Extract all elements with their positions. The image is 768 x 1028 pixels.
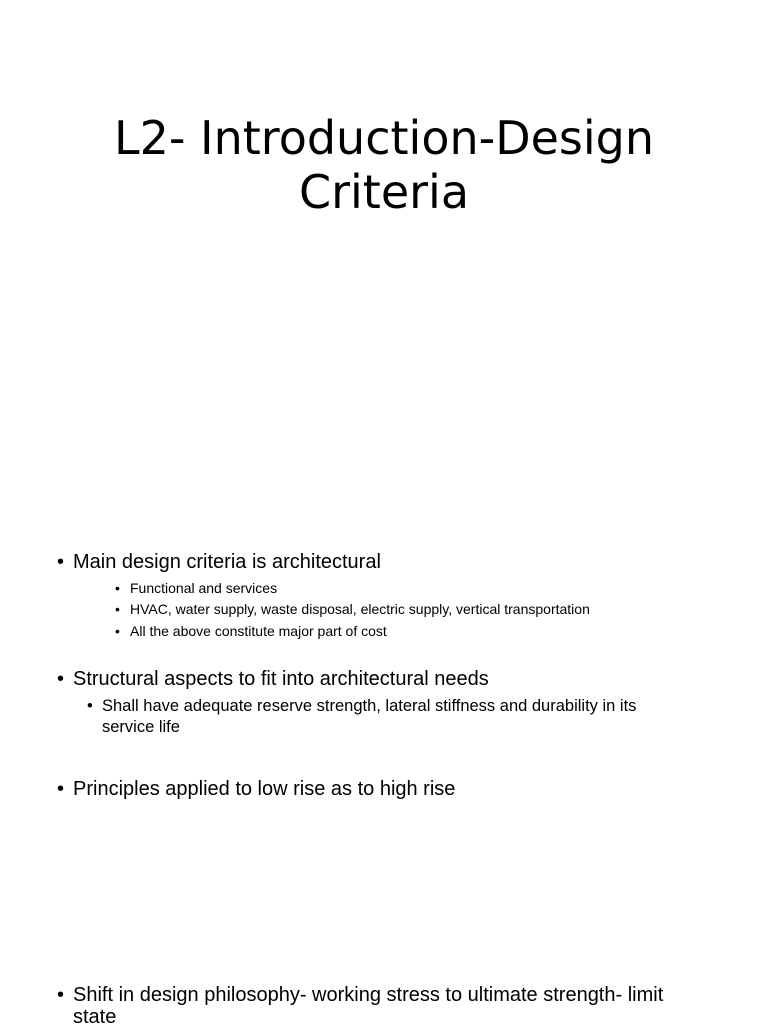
bullet-text: Structural aspects to fit into architectural needs [73, 668, 489, 690]
bullet-dot: • [115, 623, 120, 639]
sub-bullet-functional [115, 579, 675, 597]
bullet-shift-design-philosophy [57, 984, 707, 1028]
sub-bullet-text: Functional and services [130, 580, 278, 596]
sub-bullet-reserve-strength [87, 696, 687, 738]
bullet-text: Shift in design philosophy- working stress to ultimate strength- limit state [73, 984, 664, 1028]
bullet-dot: • [87, 697, 93, 715]
bullet-dot: • [57, 778, 65, 800]
sub-bullet-text: All the above constitute major part of cost [130, 623, 387, 639]
sub-bullet-cost [115, 622, 675, 640]
slide-title-line-1: L2- Introduction-Design [113, 111, 655, 165]
sub-bullet-text: Shall have adequate reserve strength, lateral stiffness and durability in its service life [102, 697, 637, 736]
bullet-text: Principles applied to low rise as to high rise [73, 778, 456, 800]
bullet-main-design-criteria [57, 551, 707, 573]
bullet-dot: • [57, 984, 65, 1006]
bullet-dot: • [115, 601, 120, 617]
bullet-dot: • [115, 580, 120, 596]
bullet-structural-aspects [57, 668, 707, 690]
slide-title-line-2: Criteria [298, 165, 470, 219]
bullet-text: Main design criteria is architectural [73, 551, 381, 573]
sub-bullet-text: HVAC, water supply, waste disposal, electric supply, vertical transportation [130, 601, 590, 617]
bullet-dot: • [57, 668, 65, 690]
slide-title [0, 111, 768, 219]
bullet-principles [57, 778, 707, 800]
bullet-dot: • [57, 551, 65, 573]
sub-bullet-hvac [115, 600, 675, 618]
